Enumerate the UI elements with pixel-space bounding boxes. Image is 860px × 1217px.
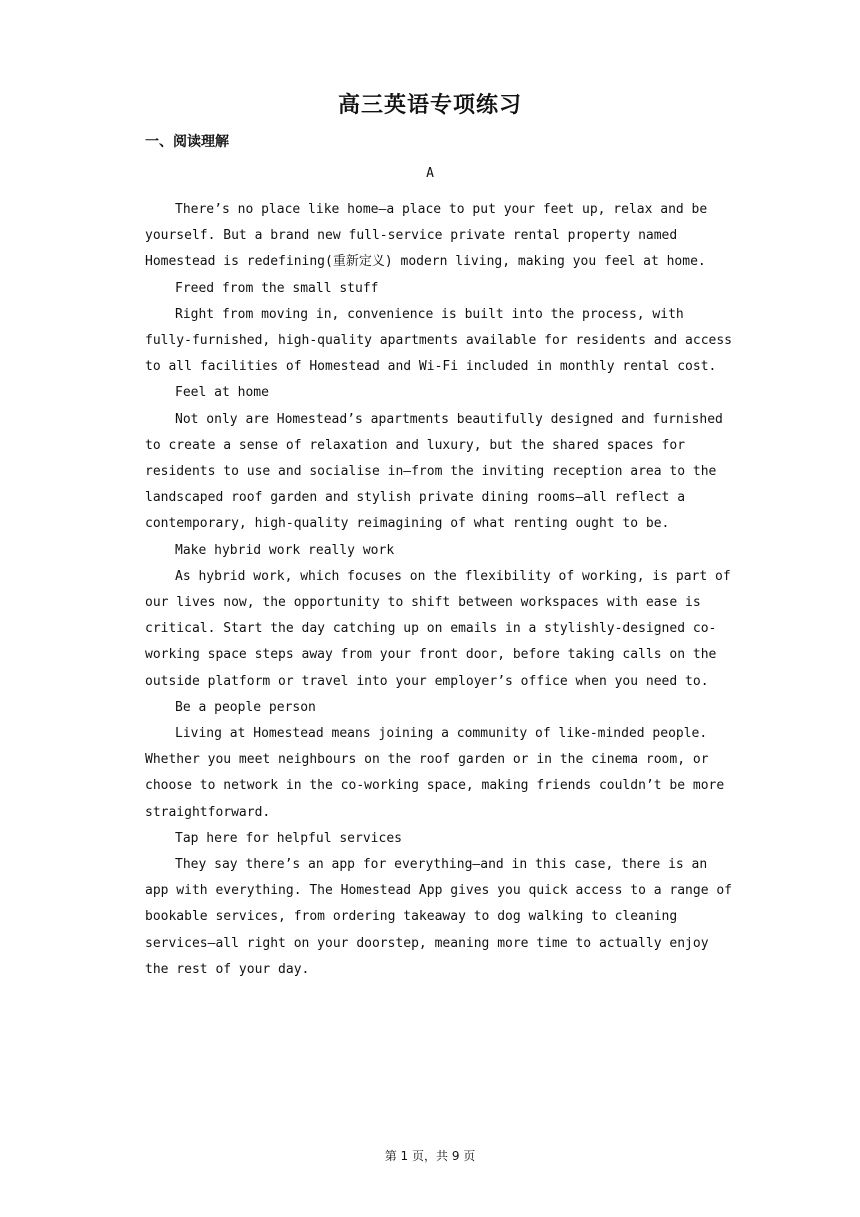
paragraph: There’s no place like home—a place to put your feet up, relax and be yourself. But a brand new full-service private rental property named Homestead is redefining(重新定义) modern living, making you feel at home. (145, 202, 708, 270)
paragraph: Not only are Homestead’s apartments beautifully designed and furnished to create a sense of relaxation and luxury, but the shared spaces for residents to use and socialise in—from the inviting reception area to the landscaped roof garden and stylish private dining rooms—all reflect a contemporary, high-quality reimagining of what renting ought to be. (145, 411, 723, 532)
subheading: Freed from the small stuff (175, 280, 379, 296)
subheading: Feel at home (175, 385, 269, 401)
section-heading: 一、阅读理解 (145, 134, 229, 150)
subheading: Make hybrid work really work (175, 542, 395, 558)
paragraph: They say there’s an app for everything—and in this case, there is an app with everything. The Homestead App gives you quick access to a range of bookable services, from ordering takeaway to dog walking to cleaning services—all right on your doorstep, meaning more time to actually enjoy the rest of your day. (145, 857, 732, 977)
passage-label: A (426, 166, 434, 181)
paragraph: As hybrid work, which focuses on the flexibility of working, is part of our lives now, the opportunity to shift between workspaces with ease is critical. Start the day catching up on emails in a stylishly-designed co-working space steps away from your front door, before taking calls on the outside platform or travel into your employer’s office when you need to. (145, 568, 731, 689)
subheading: Be a people person (175, 699, 316, 715)
subheading: Tap here for helpful services (175, 830, 402, 846)
passage-body (145, 197, 735, 983)
paragraph: Living at Homestead means joining a community of like-minded people. Whether you meet neighbours on the roof garden or in the cinema room, or choose to network in the co-working space, making friends couldn’t be more straightforward. (145, 726, 725, 820)
page-title: 高三英语专项练习 (337, 92, 522, 118)
paragraph: Right from moving in, convenience is built into the process, with fully-furnished, high-quality apartments available for residents and access to all facilities of Homestead and Wi-Fi included in monthly rental cost. (145, 306, 732, 375)
page-footer: 第 1 页，共 9 页 (384, 1149, 476, 1163)
